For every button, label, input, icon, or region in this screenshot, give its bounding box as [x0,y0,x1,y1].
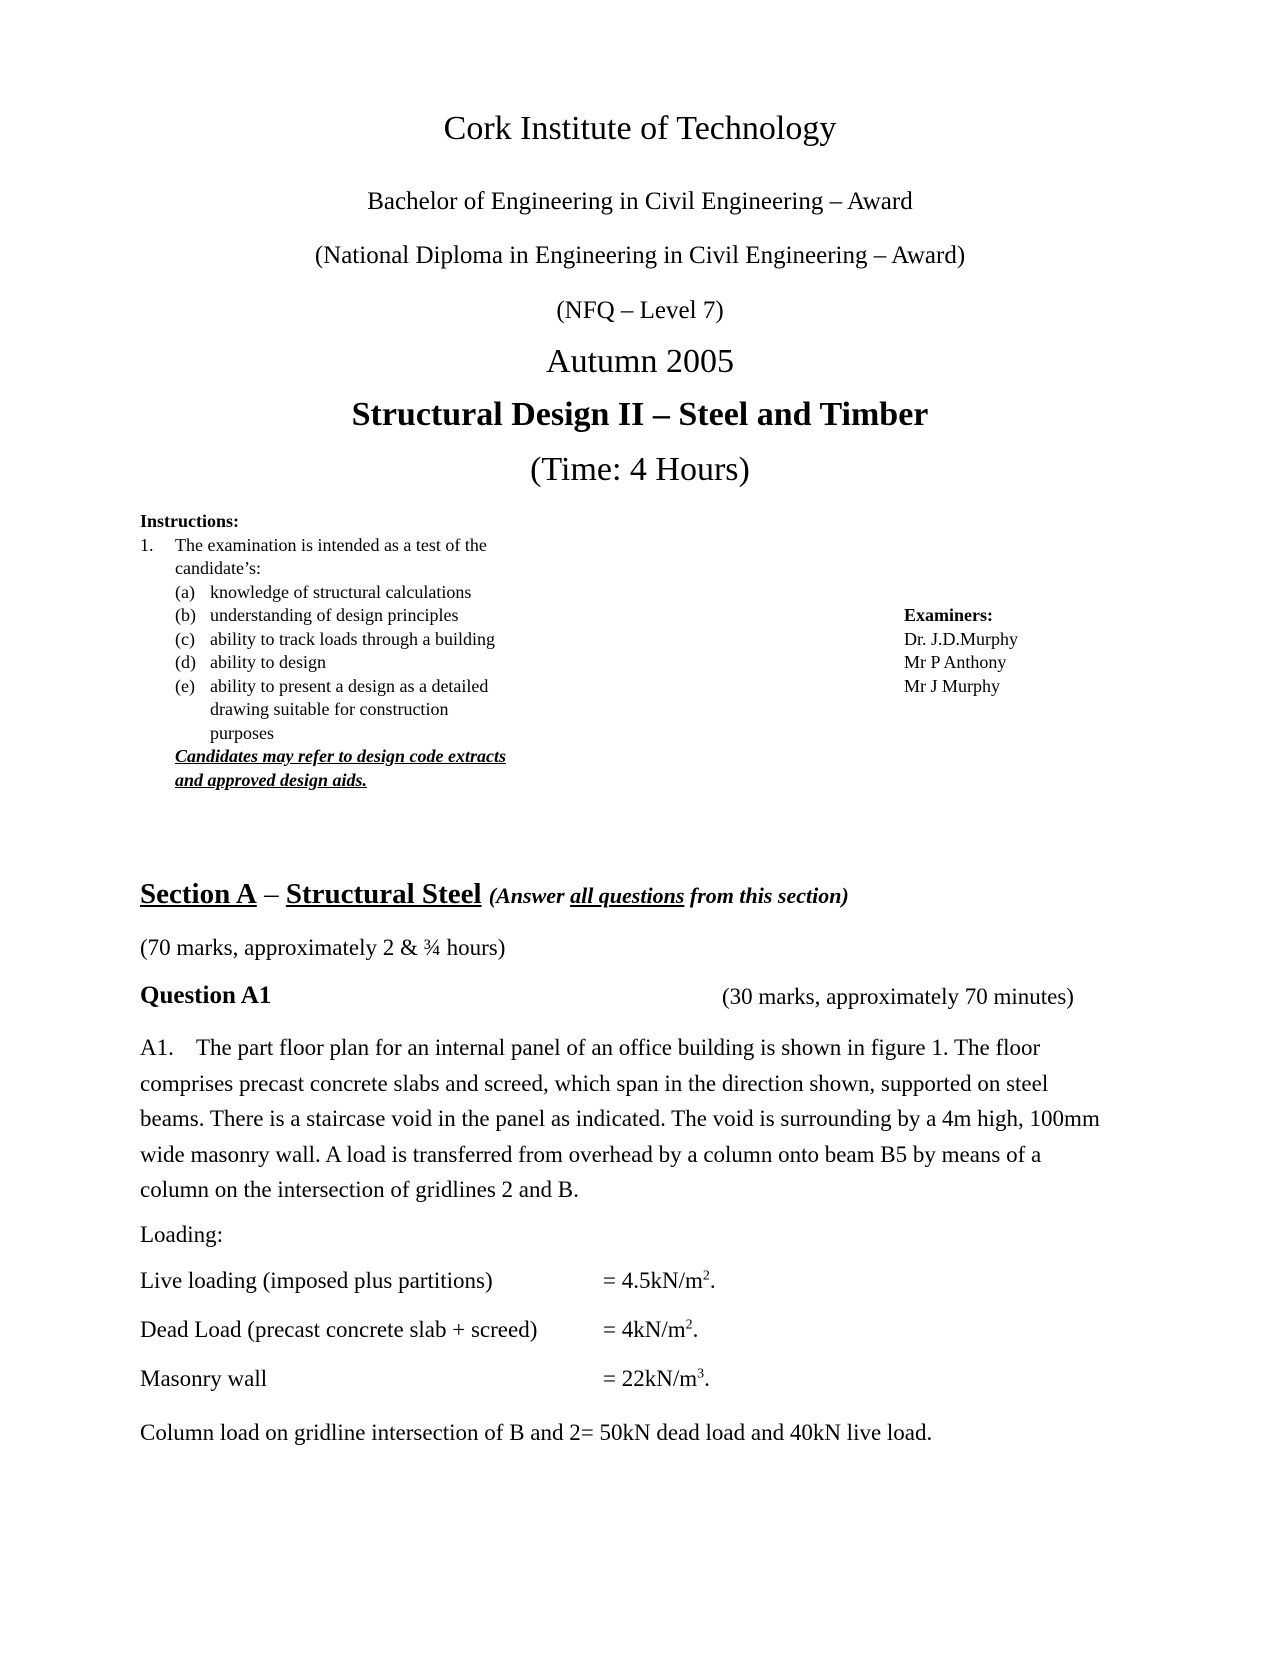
instruction-text-line2: candidate’s: [175,558,261,578]
section-marks: (70 marks, approximately 2 & ¾ hours) [140,935,506,960]
instruction-text: The examination is intended as a test of the [175,534,487,555]
load-value [603,1366,710,1392]
sub-item-text [210,675,488,746]
sub-item-a [140,581,580,605]
examiners-heading: Examiners: [904,605,993,625]
loading-heading: Loading: [140,1222,224,1247]
question-line [140,1030,1160,1066]
institution-name: Cork Institute of Technology [443,110,837,147]
examiner-name: Mr P Anthony [904,652,1007,672]
answer-all-questions: all questions [570,883,685,908]
sub-item-d [140,651,580,675]
nfq-level: (NFQ – Level 7) [556,297,724,324]
load-value-end: . [709,1268,716,1293]
load-unit-exponent: 2 [685,1317,693,1333]
sub-item-label: (a) [175,581,195,602]
sub-item-label: (c) [175,628,195,649]
load-label: Masonry wall [140,1366,268,1391]
course-title: Structural Design II – Steel and Timber [351,396,929,433]
question-title: Question A1 [140,982,272,1009]
load-row-live [140,1268,716,1294]
load-value-text: = 4.5kN/m [603,1268,703,1293]
load-label: Live loading (imposed plus partitions) [140,1268,493,1293]
note-line2: and approved design aids. [175,769,368,790]
examiners-block [904,604,1018,698]
sub-item-text: ability to design [210,652,326,672]
sub-item-label: (b) [175,605,196,625]
sub-item-c [140,628,580,652]
sub-item-e [140,675,580,746]
sub-item-text-line2: drawing suitable for construction [210,699,449,719]
sub-item-label: (e) [175,675,195,696]
question-line: wide masonry wall. A load is transferred from overhead by a column onto beam B5 by means of a [140,1141,1042,1167]
sub-item-text: knowledge of structural calculations [210,581,472,602]
instructions-heading: Instructions: [140,511,240,531]
note-line1: Candidates may refer to design code extracts [175,746,506,766]
section-dash: – [256,878,286,910]
load-row-masonry [140,1366,710,1392]
sub-item-text-line1: ability to present a design as a detailed [210,675,489,696]
examiner-name: Mr J Murphy [904,675,1001,696]
load-value-end: . [704,1366,710,1391]
answer-pre: (Answer [488,883,571,908]
answer-post: from this section) [684,883,849,908]
section-a-heading [140,878,849,911]
design-aids-note [140,745,580,792]
load-value [603,1268,716,1294]
column-load-text: Column load on gridline intersection of B and 2= 50kN dead load and 40kN live load. [140,1420,933,1445]
diploma-title: (National Diploma in Engineering in Civil Engineering – Award) [314,242,966,269]
sub-item-text: ability to track loads through a building [210,628,495,649]
sub-item-b [140,604,580,628]
section-label: Section A [140,878,257,910]
instructions-block [140,510,580,792]
question-line: beams. There is a staircase void in the panel as indicated. The void is surrounding by a 4m high, 100mm [140,1106,1100,1131]
question-marks: (30 marks, approximately 70 minutes) [722,984,1074,1009]
load-label: Dead Load (precast concrete slab + screed) [140,1317,538,1342]
examiner-name: Dr. J.D.Murphy [904,628,1019,649]
question-text [140,1030,1160,1208]
load-unit-exponent: 3 [697,1366,705,1382]
load-value-text: = 22kN/m [603,1366,698,1391]
sub-item-text-line3: purposes [210,722,274,743]
load-row-dead [140,1317,699,1343]
instruction-item [140,534,580,558]
exam-session: Autumn 2005 [546,343,734,380]
instruction-text-continued [140,557,580,581]
instruction-number: 1. [140,534,154,555]
question-number: A1. [140,1035,174,1060]
question-line: column on the intersection of gridlines 2 and B. [140,1177,579,1202]
question-line-text: The part floor plan for an internal panel of an office building is shown in figure 1. The floor [196,1035,1041,1060]
sub-item-text: understanding of design principles [210,605,459,625]
section-title: Structural Steel [285,878,482,910]
load-value-text: = 4kN/m [603,1317,686,1342]
exam-duration: (Time: 4 Hours) [530,451,750,488]
load-unit-exponent: 2 [702,1268,710,1284]
sub-item-label: (d) [175,652,196,672]
load-value-end: . [692,1317,699,1342]
question-line: comprises precast concrete slabs and screed, which span in the direction shown, supported on steel [140,1070,1049,1096]
section-answer-instruction [489,883,849,908]
degree-title: Bachelor of Engineering in Civil Engineering – Award [367,188,913,215]
load-value [603,1317,698,1343]
